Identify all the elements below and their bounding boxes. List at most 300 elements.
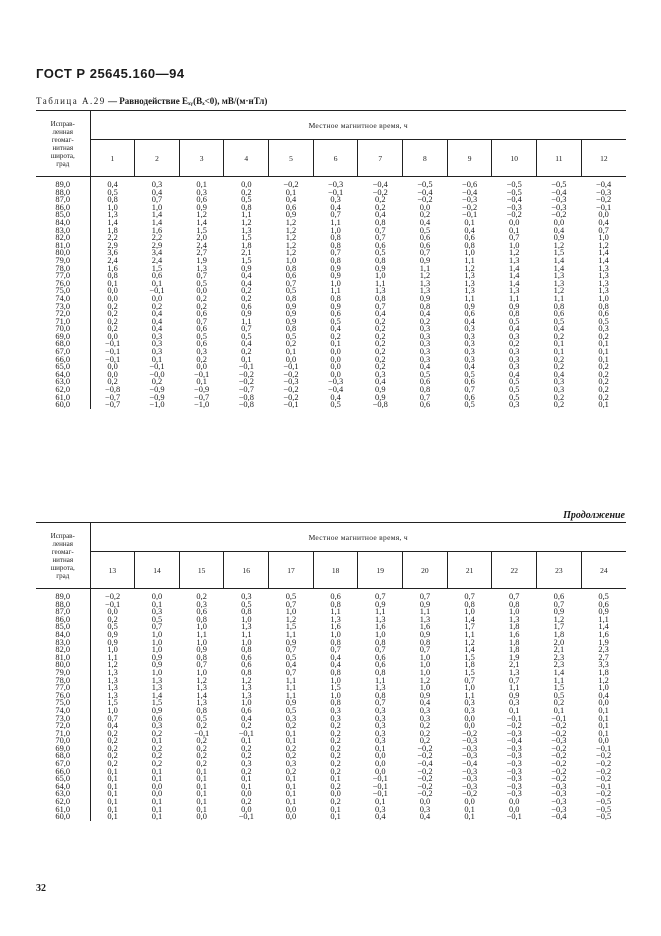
value-cell: −0,3 (461, 766, 478, 776)
value-cell: 0,4 (419, 362, 431, 372)
value-cell: 0,1 (196, 180, 207, 189)
value-cell: 0,8 (107, 195, 118, 205)
value-cell: 0,3 (151, 607, 163, 617)
value-cell: −0,4 (417, 759, 433, 769)
value-cell: 0,9 (285, 698, 297, 708)
value-cell: 0,8 (419, 385, 431, 395)
value-cell: 0,4 (375, 812, 386, 822)
value-cell: 0,4 (553, 324, 565, 334)
value-cell: 1,5 (196, 225, 207, 235)
value-cell: 0,4 (241, 278, 252, 288)
value-cell: 0,1 (464, 217, 475, 227)
value-cell: 0,6 (285, 271, 297, 281)
value-cell: 0,2 (330, 766, 341, 776)
latitude-cell: 89,0 (36, 177, 90, 189)
value-cell: 1,7 (464, 622, 475, 632)
value-cell: 0,6 (419, 240, 431, 250)
value-cell: 0,3 (151, 180, 163, 189)
value-cell: −0,1 (506, 812, 522, 822)
hour-header: 5 (269, 140, 314, 177)
value-cell: 0,5 (553, 316, 565, 326)
value-cell: 1,0 (330, 225, 341, 235)
value-cell: −0,2 (551, 759, 567, 769)
value-cell: 0,3 (419, 347, 431, 357)
value-cell: 0,8 (330, 667, 341, 677)
value-cell: 0,9 (151, 705, 163, 715)
mlt-header: Местное магнитное время, ч (90, 111, 626, 140)
value-cell: −0,2 (596, 789, 612, 799)
value-cell: 0,2 (330, 797, 341, 807)
value-cell: 0,9 (375, 392, 386, 402)
value-cell: −0,1 (149, 362, 165, 372)
value-cell: 0,3 (509, 331, 520, 341)
latitude-cell: 86,0 (36, 616, 90, 624)
value-cell: 0,2 (196, 759, 207, 769)
value-cell: 0,2 (151, 377, 163, 387)
value-cell: 0,7 (509, 233, 520, 243)
value-cell: 0,7 (151, 195, 163, 205)
hour-header: 15 (179, 552, 224, 589)
value-cell: 0,2 (553, 354, 565, 364)
value-cell: −0,3 (551, 789, 567, 799)
value-cell: −0,2 (551, 774, 567, 784)
value-cell: 1,5 (241, 233, 252, 243)
value-cell: 0,1 (553, 339, 565, 349)
value-cell: 0,3 (196, 187, 207, 197)
value-cell: 0,6 (553, 309, 565, 319)
latitude-header-line: град (56, 159, 70, 168)
value-cell: 0,3 (375, 721, 386, 731)
value-cell: 1,1 (375, 278, 386, 288)
value-cell: 1,4 (151, 690, 163, 700)
value-cell: 1,3 (330, 614, 341, 624)
value-cell: 0,0 (375, 766, 386, 776)
value-cell: 0,6 (464, 392, 475, 402)
value-cell: 0,4 (241, 271, 252, 281)
value-cell: 2,2 (107, 233, 118, 243)
latitude-cell: 79,0 (36, 257, 90, 265)
value-cell: 0,6 (419, 400, 431, 410)
value-cell: 0,0 (285, 804, 297, 814)
value-cell: 1,0 (375, 271, 386, 281)
latitude-cell: 68,0 (36, 340, 90, 348)
value-cell: 0,8 (375, 667, 386, 677)
value-cell: 0,1 (285, 789, 297, 799)
value-cell: −0,2 (283, 180, 299, 189)
latitude-cell: 84,0 (36, 219, 90, 227)
value-cell: 0,3 (598, 324, 609, 334)
value-cell: 0,8 (509, 309, 520, 319)
value-cell: 0,7 (285, 278, 297, 288)
hour-header: 22 (492, 552, 537, 589)
value-cell: 0,2 (330, 331, 341, 341)
value-cell: 0,5 (107, 187, 118, 197)
value-cell: 0,5 (285, 652, 297, 662)
value-cell: 0,0 (107, 362, 118, 372)
value-cell: −0,3 (506, 789, 522, 799)
value-cell: 0,2 (375, 347, 386, 357)
hour-header: 19 (358, 552, 403, 589)
value-cell: 1,4 (196, 690, 207, 700)
value-cell: 1,1 (509, 683, 520, 693)
value-cell: 0,1 (107, 774, 118, 784)
table-row (36, 589, 626, 601)
latitude-header-line: широта, (50, 563, 75, 572)
latitude-header-line: ленная (52, 127, 73, 136)
value-cell: 1,3 (196, 698, 207, 708)
value-cell: 0,5 (241, 599, 252, 609)
value-cell: 1,0 (375, 629, 386, 639)
value-cell: 1,4 (553, 255, 565, 265)
latitude-cell: 67,0 (36, 348, 90, 356)
value-cell: −0,3 (283, 377, 299, 387)
value-cell: 0,1 (598, 400, 609, 410)
value-cell: −0,1 (372, 789, 388, 799)
value-cell: 0,4 (330, 652, 341, 662)
hour-header: 24 (581, 552, 626, 589)
value-cell: 0,2 (375, 362, 386, 372)
value-cell: 1,6 (151, 225, 163, 235)
value-cell: 0,0 (241, 789, 252, 799)
value-cell: 0,6 (241, 652, 252, 662)
latitude-cell: 72,0 (36, 722, 90, 730)
value-cell: 1,0 (330, 629, 341, 639)
value-cell: 0,9 (419, 599, 431, 609)
value-cell: 1,0 (285, 255, 297, 265)
latitude-header-line: широта, (50, 151, 75, 160)
value-cell: 0,4 (330, 202, 341, 212)
value-cell: 0,3 (330, 705, 341, 715)
value-cell: 0,2 (285, 721, 297, 731)
value-cell: 0,0 (330, 369, 341, 379)
value-cell: 0,1 (196, 789, 207, 799)
value-cell: −0,3 (551, 781, 567, 791)
value-cell: 0,8 (241, 667, 252, 677)
value-cell: 0,4 (598, 690, 609, 700)
value-cell: 0,6 (375, 652, 386, 662)
value-cell: 0,1 (330, 774, 341, 784)
value-cell: 1,0 (419, 683, 431, 693)
value-cell: 0,9 (151, 660, 163, 670)
value-cell: 1,6 (330, 622, 341, 632)
value-cell: 1,8 (509, 622, 520, 632)
value-cell: 0,6 (553, 592, 565, 601)
value-cell: 1,8 (553, 629, 565, 639)
value-cell: 0,2 (330, 721, 341, 731)
latitude-header-line: Исправ- (50, 531, 75, 540)
value-cell: 0,0 (419, 202, 431, 212)
latitude-header-line: геомаг- (51, 135, 74, 144)
latitude-cell: 74,0 (36, 295, 90, 303)
value-cell: 1,2 (419, 271, 431, 281)
value-cell: 0,1 (107, 789, 118, 799)
value-cell: −0,4 (461, 187, 478, 197)
value-cell: 0,8 (375, 293, 386, 303)
value-cell: 1,4 (598, 248, 609, 258)
value-cell: 1,3 (107, 210, 118, 220)
page-header: ГОСТ Р 25645.160—94 (36, 66, 185, 81)
value-cell: 1,0 (285, 607, 297, 617)
value-cell: 1,8 (107, 225, 118, 235)
hour-header: 8 (403, 140, 448, 177)
value-cell: 0,9 (419, 629, 431, 639)
value-cell: 0,2 (107, 759, 118, 769)
value-cell: 0,4 (285, 195, 297, 205)
value-cell: 1,1 (419, 607, 431, 617)
value-cell: 1,3 (419, 278, 431, 288)
latitude-cell: 66,0 (36, 768, 90, 776)
value-cell: 0,0 (107, 331, 118, 341)
value-cell: 0,5 (419, 369, 431, 379)
value-cell: 3,4 (151, 248, 163, 258)
value-cell: 1,3 (107, 675, 118, 685)
value-cell: 0,9 (285, 301, 297, 311)
value-cell: 0,9 (509, 690, 520, 700)
value-cell: −0,1 (283, 400, 299, 410)
value-cell: 0,0 (598, 698, 609, 708)
value-cell: 0,2 (196, 721, 207, 731)
value-cell: 0,2 (107, 301, 118, 311)
value-cell: 0,6 (330, 309, 341, 319)
value-cell: 0,3 (151, 331, 163, 341)
value-cell: 0,7 (598, 225, 609, 235)
value-cell: −0,2 (238, 369, 254, 379)
value-cell: 2,7 (196, 248, 207, 258)
value-cell: 0,2 (107, 316, 118, 326)
value-cell: 2,1 (241, 248, 252, 258)
value-cell: 0,2 (107, 377, 118, 387)
value-cell: 0,8 (196, 705, 207, 715)
value-cell: 0,6 (598, 599, 609, 609)
value-cell: 1,9 (598, 637, 609, 647)
value-cell: 1,8 (509, 645, 520, 655)
latitude-cell: 75,0 (36, 287, 90, 295)
value-cell: −0,2 (506, 210, 522, 220)
value-cell: 1,0 (598, 293, 609, 303)
value-cell: 1,5 (464, 652, 475, 662)
value-cell: 1,0 (241, 614, 252, 624)
value-cell: −0,2 (551, 743, 567, 753)
value-cell: 1,3 (375, 614, 386, 624)
value-cell: 1,5 (151, 698, 163, 708)
latitude-cell: 89,0 (36, 589, 90, 601)
value-cell: 0,4 (509, 324, 520, 334)
hour-header: 1 (90, 140, 135, 177)
value-cell: 0,2 (151, 759, 163, 769)
value-cell: 1,5 (553, 683, 565, 693)
value-cell: −0,2 (417, 743, 433, 753)
value-cell: 0,1 (196, 377, 207, 387)
value-cell: 0,1 (330, 812, 341, 822)
value-cell: −0,3 (551, 804, 567, 814)
value-cell: 0,1 (553, 347, 565, 357)
value-cell: 0,7 (285, 599, 297, 609)
value-cell: 0,2 (598, 392, 609, 402)
value-cell: 0,3 (375, 728, 386, 738)
latitude-cell: 83,0 (36, 639, 90, 647)
value-cell: 1,1 (375, 607, 386, 617)
latitude-header (36, 111, 90, 177)
value-cell: 0,2 (241, 293, 252, 303)
value-cell: 0,2 (419, 316, 431, 326)
value-cell: 1,3 (419, 614, 431, 624)
value-cell: 0,2 (241, 797, 252, 807)
value-cell: 0,9 (375, 599, 386, 609)
value-cell: 0,0 (241, 180, 252, 189)
value-cell: 1,3 (241, 690, 252, 700)
latitude-cell: 61,0 (36, 394, 90, 402)
value-cell: 0,1 (464, 804, 475, 814)
value-cell: 1,2 (285, 217, 297, 227)
value-cell: 0,8 (464, 599, 475, 609)
value-cell: 1,3 (598, 286, 609, 296)
value-cell: 0,9 (196, 645, 207, 655)
value-cell: 1,1 (464, 629, 475, 639)
latitude-header-line: геомаг- (51, 547, 74, 556)
latitude-header-line: ленная (52, 539, 73, 548)
latitude-cell: 70,0 (36, 737, 90, 745)
hour-header: 12 (581, 140, 626, 177)
value-cell: 1,1 (509, 293, 520, 303)
latitude-cell: 63,0 (36, 790, 90, 798)
value-cell: 1,3 (196, 683, 207, 693)
value-cell: 0,5 (509, 316, 520, 326)
value-cell: −0,3 (506, 766, 522, 776)
latitude-cell: 82,0 (36, 234, 90, 242)
latitude-cell: 62,0 (36, 386, 90, 394)
value-cell: 1,3 (553, 271, 565, 281)
value-cell: −0,7 (104, 392, 121, 402)
value-cell: 1,3 (509, 614, 520, 624)
value-cell: 0,5 (107, 622, 118, 632)
value-cell: −0,2 (596, 766, 612, 776)
latitude-cell: 63,0 (36, 378, 90, 386)
value-cell: 0,2 (107, 309, 118, 319)
value-cell: −0,5 (596, 812, 612, 822)
value-cell: 1,0 (196, 622, 207, 632)
value-cell: −0,1 (283, 362, 299, 372)
latitude-cell: 65,0 (36, 363, 90, 371)
value-cell: −0,3 (506, 751, 522, 761)
value-cell: 1,5 (285, 622, 297, 632)
value-cell: −0,3 (551, 736, 567, 746)
latitude-cell: 83,0 (36, 227, 90, 235)
value-cell: 1,0 (464, 683, 475, 693)
value-cell: −0,1 (551, 713, 567, 723)
value-cell: 0,2 (107, 728, 118, 738)
value-cell: 0,2 (107, 614, 118, 624)
value-cell: 0,4 (375, 309, 386, 319)
value-cell: 0,1 (285, 781, 297, 791)
hour-header: 6 (313, 140, 358, 177)
value-cell: 0,1 (598, 339, 609, 349)
value-cell: 0,4 (464, 362, 475, 372)
value-cell: −0,2 (506, 721, 522, 731)
value-cell: 0,2 (553, 362, 565, 372)
value-cell: 0,8 (285, 324, 297, 334)
latitude-cell: 64,0 (36, 783, 90, 791)
value-cell: −0,1 (596, 781, 612, 791)
value-cell: 1,5 (330, 683, 341, 693)
value-cell: 0,5 (330, 316, 341, 326)
value-cell: 0,3 (419, 804, 431, 814)
value-cell: 1,0 (598, 683, 609, 693)
value-cell: 0,8 (330, 233, 341, 243)
value-cell: 0,3 (375, 713, 386, 723)
value-cell: −0,3 (461, 781, 478, 791)
value-cell: 1,8 (241, 240, 252, 250)
value-cell: 0,6 (151, 271, 163, 281)
value-cell: 0,2 (598, 331, 609, 341)
value-cell: 0,7 (196, 271, 207, 281)
value-cell: 0,6 (196, 309, 207, 319)
latitude-cell: 74,0 (36, 707, 90, 715)
value-cell: 0,4 (285, 660, 297, 670)
value-cell: 1,1 (464, 293, 475, 303)
value-cell: 0,6 (196, 324, 207, 334)
value-cell: 1,6 (598, 629, 609, 639)
value-cell: −0,5 (596, 804, 612, 814)
value-cell: 0,7 (285, 645, 297, 655)
value-cell: −0,1 (461, 210, 478, 220)
value-cell: 0,6 (196, 195, 207, 205)
value-cell: 0,4 (375, 377, 386, 387)
value-cell: 0,0 (196, 812, 207, 822)
value-cell: 0,3 (553, 377, 565, 387)
value-cell: 0,1 (196, 766, 207, 776)
value-cell: 0,0 (419, 797, 431, 807)
value-cell: 0,5 (509, 392, 520, 402)
latitude-cell: 80,0 (36, 249, 90, 257)
value-cell: 0,9 (241, 263, 252, 273)
value-cell: 1,1 (553, 675, 565, 685)
value-cell: 0,4 (464, 225, 475, 235)
value-cell: −0,3 (506, 781, 522, 791)
hour-header: 10 (492, 140, 537, 177)
value-cell: 1,4 (509, 278, 520, 288)
value-cell: −0,7 (104, 400, 121, 410)
latitude-cell: 87,0 (36, 196, 90, 204)
value-cell: 0,3 (464, 324, 475, 334)
value-cell: 0,2 (598, 377, 609, 387)
value-cell: 0,0 (285, 354, 297, 364)
value-cell: 1,2 (553, 614, 565, 624)
value-cell: −0,2 (417, 766, 433, 776)
value-cell: 0,5 (419, 225, 431, 235)
value-cell: 0,9 (330, 301, 341, 311)
value-cell: 1,3 (375, 286, 386, 296)
value-cell: 2,0 (553, 637, 565, 647)
value-cell: 0,9 (553, 233, 565, 243)
latitude-cell: 73,0 (36, 715, 90, 723)
latitude-cell: 77,0 (36, 272, 90, 280)
value-cell: 0,1 (107, 797, 118, 807)
value-cell: 0,0 (196, 286, 207, 296)
value-cell: −0,9 (149, 385, 165, 395)
value-cell: 0,0 (285, 812, 297, 822)
value-cell: 2,3 (553, 652, 565, 662)
value-cell: 0,3 (509, 400, 520, 410)
value-cell: 0,3 (330, 195, 341, 205)
value-cell: −0,2 (596, 774, 612, 784)
value-cell: 0,7 (375, 698, 386, 708)
value-cell: 0,7 (375, 645, 386, 655)
value-cell: 1,2 (285, 614, 297, 624)
value-cell: 0,4 (419, 812, 431, 822)
value-cell: −0,3 (461, 751, 478, 761)
value-cell: 0,6 (375, 660, 386, 670)
value-cell: 0,2 (330, 781, 341, 791)
